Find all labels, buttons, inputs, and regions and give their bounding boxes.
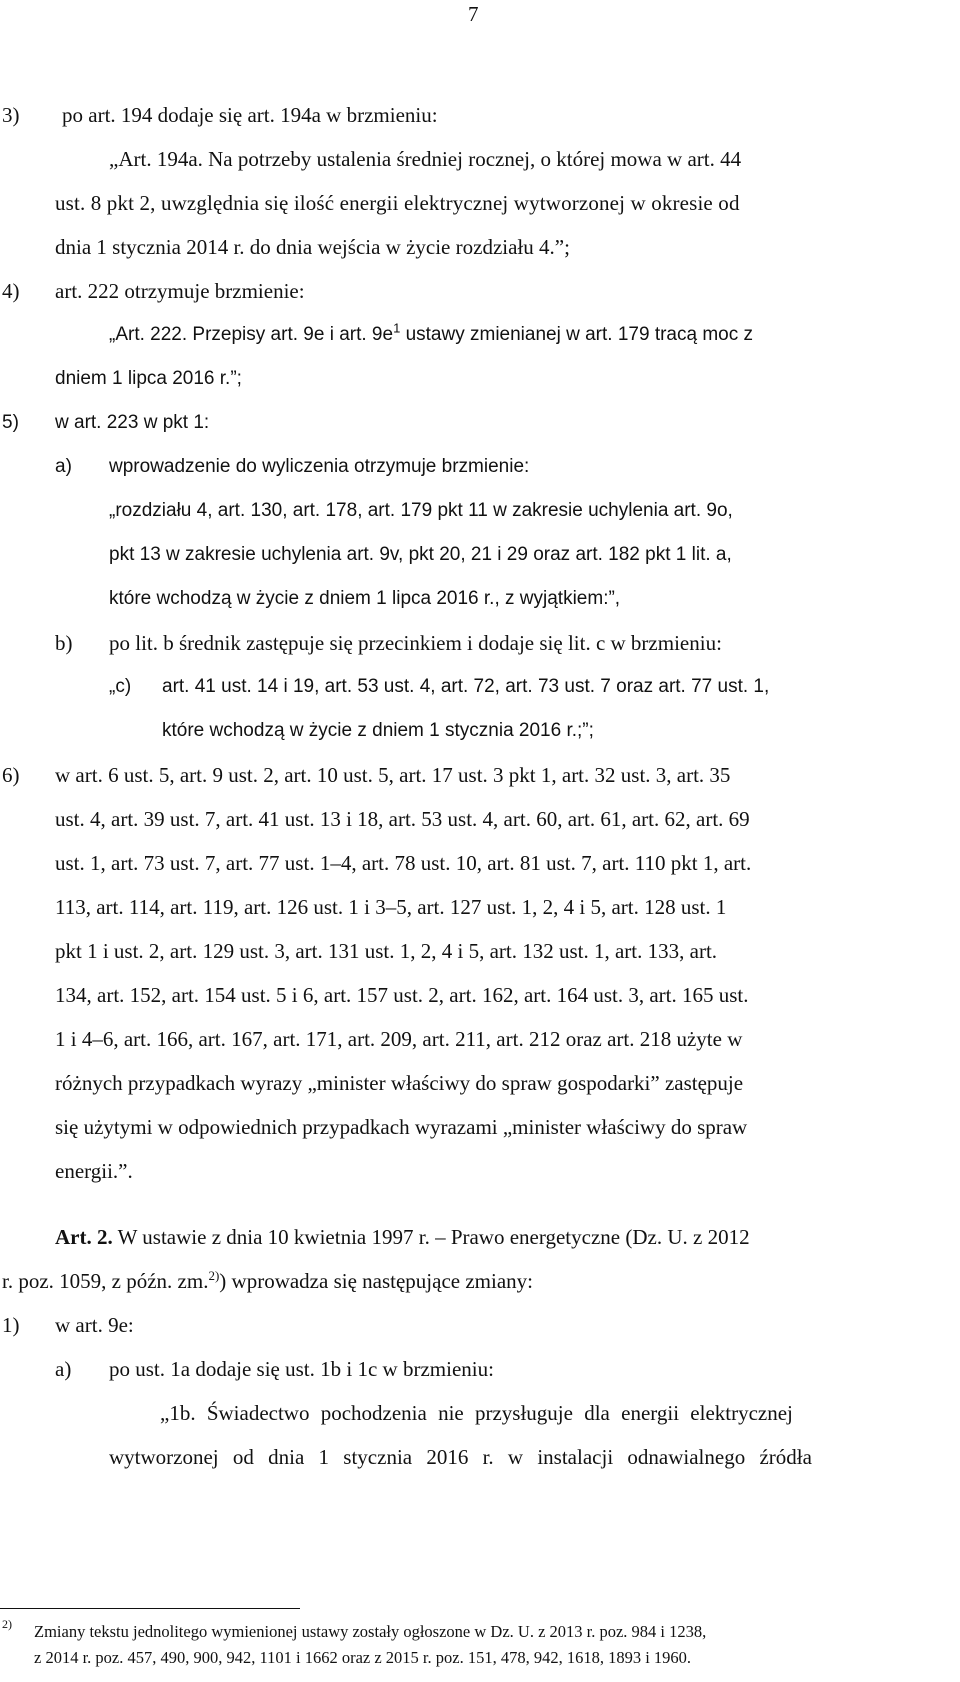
item-3-text: po art. 194 dodaje się art. 194a w brzmieniu:	[62, 103, 438, 127]
point-a-text: po ust. 1a dodaje się ust. 1b i 1c w brzmieniu:	[109, 1357, 494, 1381]
subitem-a-label: a)	[55, 456, 72, 477]
quote-194a-line3: dnia 1 stycznia 2014 r. do dnia wejścia w życie rozdziału 4.”;	[55, 235, 570, 259]
subitem-b-text: po lit. b średnik zastępuje się przecinkiem i dodaje się lit. c w brzmieniu:	[109, 631, 722, 655]
item-6-line7: 1 i 4–6, art. 166, art. 167, art. 171, art. 209, art. 211, art. 212 oraz art. 218 użyte w	[55, 1027, 743, 1051]
footnote-separator	[0, 1608, 300, 1609]
quote-c-label: „c)	[109, 676, 132, 697]
item-6-line1: w art. 6 ust. 5, art. 9 ust. 2, art. 10 ust. 5, art. 17 ust. 3 pkt 1, art. 32 ust. 3, art. 35	[55, 763, 731, 787]
article-2-intro: W ustawie z dnia 10 kwietnia 1997 r. – Prawo energetyczne (Dz. U. z 2012	[112, 1225, 750, 1249]
quote-194a-line1-text: „Art. 194a. Na potrzeby ustalenia średniej rocznej, o której mowa w art. 44	[109, 147, 742, 171]
quote-c-line2: które wchodzą w życie z dniem 1 stycznia 2016 r.;”;	[162, 720, 594, 741]
quote-222-line1	[109, 322, 753, 348]
page-number: 7	[468, 2, 479, 26]
quote-222-post: ustawy zmienianej w art. 179 tracą moc z	[400, 324, 754, 345]
item-6-line6: 134, art. 152, art. 154 ust. 5 i 6, art. 157 ust. 2, art. 162, art. 164 ust. 3, art. 165 ust.	[55, 983, 749, 1007]
point-1-text: w art. 9e:	[55, 1313, 134, 1337]
item-6-line9: się użytymi w odpowiednich przypadkach wyrazami „minister właściwy do spraw	[55, 1115, 748, 1139]
footnote-reference: 2)	[208, 1268, 220, 1283]
item-number-6: 6)	[2, 763, 20, 787]
item-4-text: art. 222 otrzymuje brzmienie:	[55, 279, 305, 303]
quote-222-pre: „Art. 222. Przepisy art. 9e i art. 9e	[109, 324, 394, 345]
point-a-label: a)	[55, 1357, 72, 1381]
quote-222-line2: dniem 1 lipca 2016 r.”;	[55, 368, 242, 389]
item-6-line3: ust. 1, art. 73 ust. 7, art. 77 ust. 1–4, art. 78 ust. 10, art. 81 ust. 7, art. 110 pkt 1, art.	[55, 851, 752, 875]
item-6-line2: ust. 4, art. 39 ust. 7, art. 41 ust. 13 i 18, art. 53 ust. 4, art. 60, art. 61, art. 62, art. 69	[55, 807, 750, 831]
footnote-line1: Zmiany tekstu jednolitego wymienionej ustawy zostały ogłoszone w Dz. U. z 2013 r. poz. 984 i 1238,	[34, 1622, 707, 1641]
quote-194a-line1	[109, 146, 890, 172]
item-6-line10: energii.”.	[55, 1159, 133, 1183]
article-2-line2	[2, 1268, 533, 1294]
quote-1b-line2: wytworzonej od dnia 1 stycznia 2016 r. w instalacji odnawialnego źródła	[109, 1445, 812, 1469]
quote-223-line1: „rozdziału 4, art. 130, art. 178, art. 179 pkt 11 w zakresie uchylenia art. 9o,	[109, 500, 733, 521]
item-number-5: 5)	[2, 412, 19, 433]
quote-1b-line1: „1b. Świadectwo pochodzenia nie przysługuje dla energii elektrycznej	[160, 1401, 793, 1425]
quote-222-superscript: 1	[393, 320, 401, 336]
quote-c-line1: art. 41 ust. 14 i 19, art. 53 ust. 4, art. 72, art. 73 ust. 7 oraz art. 77 ust. 1,	[162, 676, 770, 697]
item-number-4: 4)	[2, 279, 20, 303]
footnote-line2: z 2014 r. poz. 457, 490, 900, 942, 1101 i 1662 oraz z 2015 r. poz. 151, 478, 942, 1618, 1893 i 1960.	[34, 1648, 692, 1667]
subitem-b-label: b)	[55, 631, 73, 655]
quote-223-line3: które wchodzą w życie z dniem 1 lipca 2016 r., z wyjątkiem:”,	[109, 588, 621, 609]
subitem-a-text: wprowadzenie do wyliczenia otrzymuje brzmienie:	[109, 456, 530, 477]
quote-194a-line2: ust. 8 pkt 2, uwzględnia się ilość energii elektrycznej wytworzonej w okresie od	[55, 191, 740, 215]
item-number-3: 3)	[2, 103, 20, 127]
article-2-line1	[55, 1224, 750, 1250]
footnote-marker: 2)	[2, 1617, 12, 1631]
article-2-line2-post: ) wprowadza się następujące zmiany:	[219, 1269, 533, 1293]
item-6-line4: 113, art. 114, art. 119, art. 126 ust. 1 i 3–5, art. 127 ust. 1, 2, 4 i 5, art. 128 ust. 1	[55, 895, 727, 919]
article-2-heading: Art. 2.	[55, 1225, 113, 1249]
article-2-line2-pre: r. poz. 1059, z późn. zm.	[2, 1269, 209, 1293]
quote-223-line2: pkt 13 w zakresie uchylenia art. 9v, pkt 20, 21 i 29 oraz art. 182 pkt 1 lit. a,	[109, 544, 732, 565]
item-6-line5: pkt 1 i ust. 2, art. 129 ust. 3, art. 131 ust. 1, 2, 4 i 5, art. 132 ust. 1, art. 133, art.	[55, 939, 718, 963]
item-6-line8: różnych przypadkach wyrazy „minister właściwy do spraw gospodarki” zastępuje	[55, 1071, 744, 1095]
item-5-text: w art. 223 w pkt 1:	[55, 412, 210, 433]
point-number-1: 1)	[2, 1313, 20, 1337]
